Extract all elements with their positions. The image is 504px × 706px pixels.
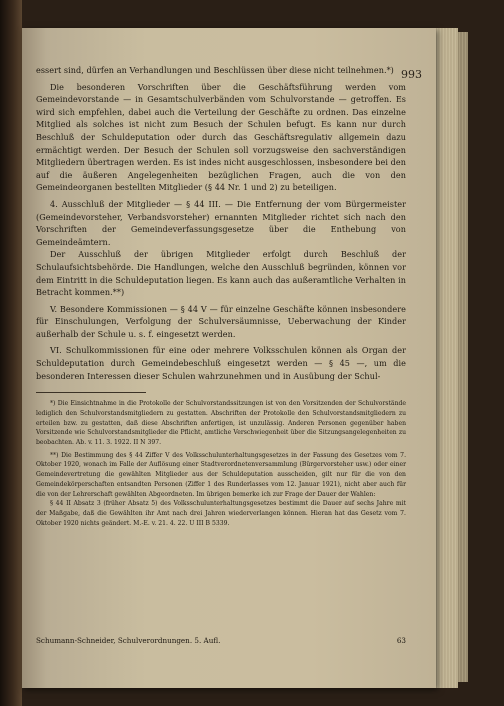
footer-citation: Schumann-Schneider, Schulverordnungen. 5. Aufl.	[36, 636, 221, 645]
footnote-2-continued: § 44 II Absatz 3 (früher Absatz 5) des Volksschulunterhaltungsgesetzes bestimmt die Dauer auf sechs Jahre mit der Maßgabe, daß die Gewählten ihr Amt nach drei Jahren wiederverlangen können. Hieran hat das Gesetz vom 7. Oktober 1920 nichts geändert. M.-E. v. 21. 4. 22. U III B 5339.	[36, 500, 406, 527]
paragraph-ausschluss: 4. Ausschluß der Mitglieder — § 44 III. — Die Entfernung der vom Bürgermeister (Gemeindevorsteher, Verbandsvorsteher) ernannten Mitglieder richtet sich nach den Vorschriften der Gemeindeverfassungsgesetze über die Enthebung von Gemeindeämtern.	[36, 198, 406, 247]
footnote-2: **) Die Bestimmung des § 44 Ziffer V des Volksschulunterhaltungsgesetzes in der Fassung des Gesetzes vom 7. Oktober 1920, wonach im Falle der Auflösung einer Stadtverordnetenversammlung (Bürgervorsteher usw.) oder einer Gemeindevertretung die gewählten Mitglieder aus der Schuldeputation ausscheiden, gilt nur für die von den Gemeindekörperschaften entsandten Personen (Ziffer 1 des Runderlasses vom 12. Januar 1921), nicht aber auch für die von der Lehrerschaft gewählten Abgeordneten. Im übrigen bemerke ich zur Frage der Dauer der Wahlen:	[36, 451, 406, 498]
paragraph-kommissionen: V. Besondere Kommissionen — § 44 V — für einzelne Geschäfte können insbesondere für Einschulungen, Verfolgung der Schulversäumnisse, Ueberwachung der Kinder außerhalb der Schule u. s. f. eingesetzt werden.	[36, 303, 406, 339]
page-stack-edge-back	[458, 32, 468, 682]
footnote-1: *) Die Einsichtnahme in die Protokolle der Schulvorstandssitzungen ist von den Vorsitzenden der Schulvorstände lediglich den Schulvorstandsmitgliedern zu gestatten. Abschriften der Protokolle den Schulvorstandsmitgliedern zu erteilen bzw. zu gestatten, daß diese Abschriften anfertigen, ist unzulässig. Anderen Personen gegenüber haben Vorsitzende wie Schulvorstandsmitglieder die Pflicht, amtliche Verschwiegenheit über die Sitzungsangelegenheiten zu beobachten. Ab. v. 11. 3. 1922. II N 397.	[36, 400, 406, 447]
page-stack-edge	[436, 28, 458, 688]
page-footer	[36, 636, 406, 645]
paragraph-continuation: essert sind, dürfen an Verhandlungen und Beschlüssen über diese nicht teilnehmen.*)	[36, 65, 394, 75]
footnote-divider	[36, 392, 146, 393]
paragraph-ausschluss-uebrige: Der Ausschluß der übrigen Mitglieder erfolgt durch Beschluß der Schulaufsichtsbehörde. Die Handlungen, welche den Ausschluß begründen, können vor dem Eintritt in die Schuldeputation liegen. Es kann auch das außeramtliche Verhalten in Betracht kommen.**)	[36, 249, 406, 298]
footer-signature-number: 63	[396, 636, 406, 645]
page-content	[36, 64, 406, 528]
page-number: 993	[401, 68, 422, 81]
paragraph-schulkommissionen: VI. Schulkommissionen für eine oder mehrere Volksschulen können als Organ der Schuldeputation durch Gemeindebeschluß eingesetzt werden — § 45 —, um die besonderen Interessen dieser Schulen wahrzunehmen und in Ausübung der Schul-	[36, 345, 406, 381]
paragraph-geschaeftsfuehrung: Die besonderen Vorschriften über die Geschäftsführung werden vom Gemeindevorstande — in Gesamtschulverbänden vom Schulvorstande — getroffen. Es wird sich empfehlen, dabei auch die Verteilung der Geschäfte zu ordnen. Das einzelne Mitglied als solches ist nicht zum Besuch der Schulen befugt. Es kann nur durch Beschluß der Schuldeputation oder durch das Geschäftsregulativ allgemein dazu ermächtigt werden. Der Besuch der Schulen soll vorzugsweise den sachverständigen Mitgliedern übertragen werden. Es ist indes nicht ausgeschlossen, insbesondere bei den auf die äußeren Angelegenheiten bezüglichen Fragen, auch die von den Gemeindeorganen bestellten Mitglieder (§ 44 Nr. 1 und 2) zu beteiligen.	[36, 81, 406, 193]
book-spine	[0, 0, 22, 706]
